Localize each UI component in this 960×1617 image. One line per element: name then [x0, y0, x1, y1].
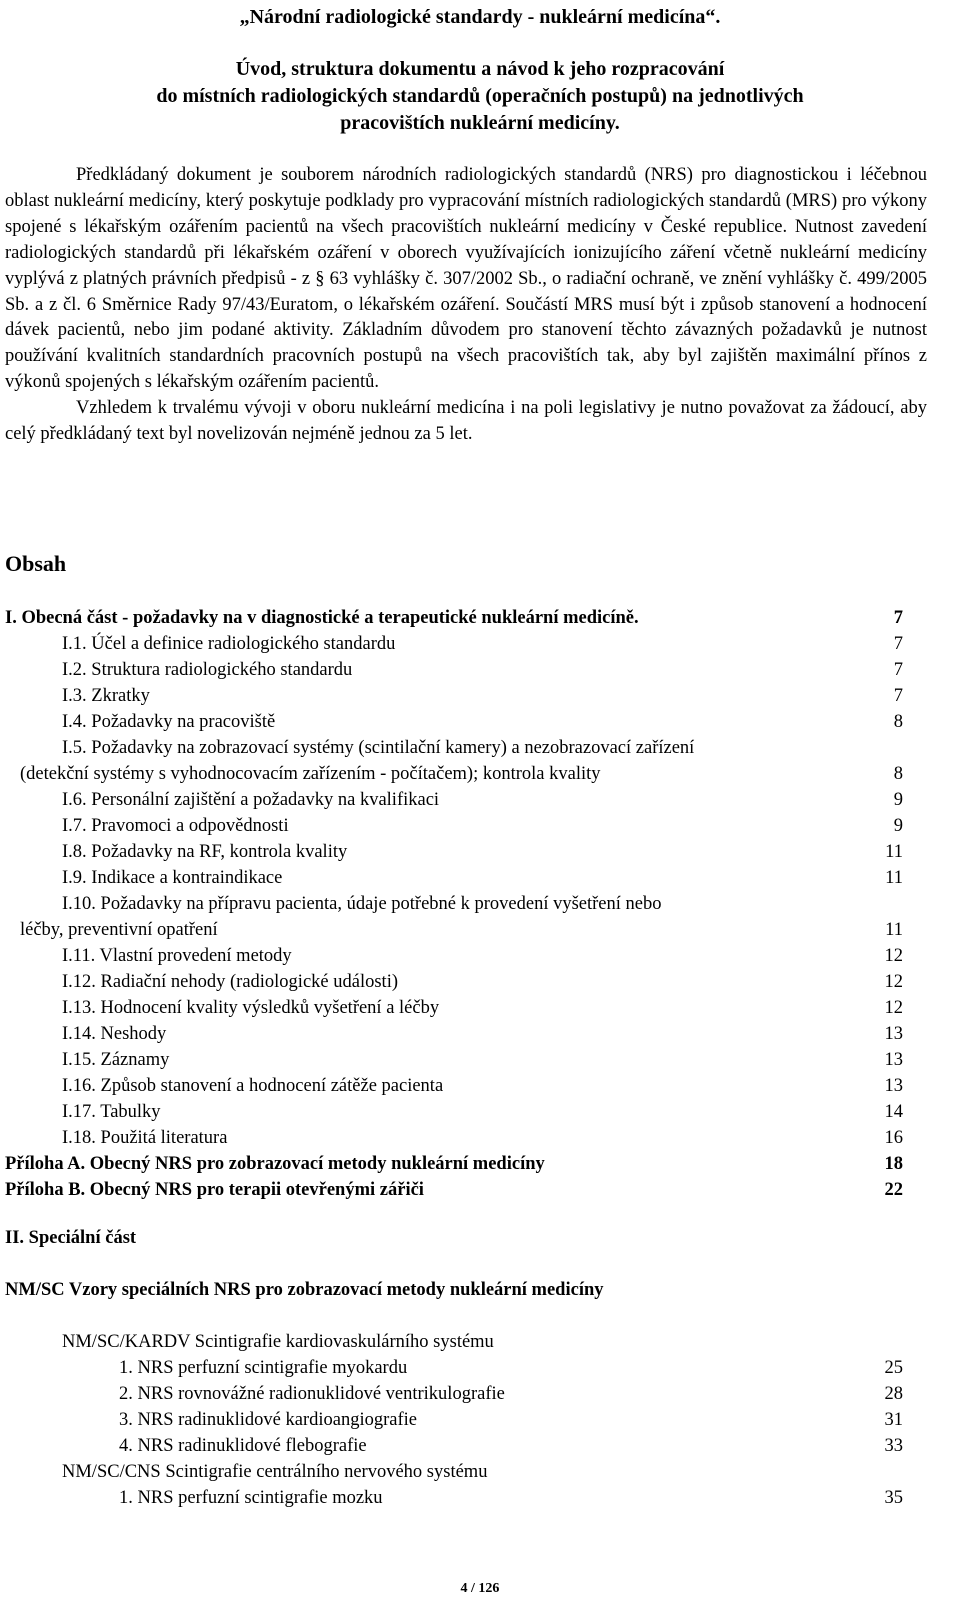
toc-entry-label: 3. NRS radinuklidové kardioangiografie: [119, 1410, 417, 1430]
toc-entry: [119, 1485, 905, 1511]
toc-entry-page: 13: [884, 1024, 903, 1044]
toc-entry-label: I.18. Použitá literatura: [62, 1128, 228, 1148]
toc-entry: [62, 787, 905, 813]
toc-entry: [62, 891, 905, 917]
toc-entry-page: 12: [884, 998, 903, 1018]
intro-paragraph: Předkládaný dokument je souborem národních radiologických standardů (NRS) pro diagnostickou i léčebnou oblast nukleární medicíny, který poskytuje podklady pro vypracování místních radiologických standardů (MRS) pro výkony spojené s lékařským ozářením pacientů na všech pracovištích nukleární medicíny v České republice. Nutnost zavedení radiologických standardů při lékařském ozáření v oborech využívajících ionizujícího záření včetně nukleární medicíny vyplývá z platných právních předpisů - z § 63 vyhlášky č. 307/2002 Sb., o radiační ochraně, ve znění vyhlášky č. 499/2005 Sb. a z čl. 6 Směrnice Rady 97/43/Euratom, o lékařském ozáření. Součástí MRS musí být i způsob stanovení a hodnocení dávek pacientů, nebo jim podané aktivity. Základním důvodem pro stanovení těchto závazných požadavků je nutnost používání kvalitních standardních pracovních postupů na všech pracovištích tak, aby byl zajištěn maximální přínos z výkonů spojených s lékařským ozářením pacientů.: [5, 165, 927, 393]
toc-entry-label: I.1. Účel a definice radiologického standardu: [62, 634, 396, 654]
toc-entry-label: léčby, preventivní opatření: [20, 920, 218, 940]
toc-entry: [62, 709, 905, 735]
toc-entry: [5, 1151, 905, 1177]
toc-entry-label: I.3. Zkratky: [62, 686, 150, 706]
toc-entry-label: I.4. Požadavky na pracoviště: [62, 712, 276, 732]
toc-entry: [62, 813, 905, 839]
toc-entry-page: 12: [884, 946, 903, 966]
toc-entry-label: Příloha A. Obecný NRS pro zobrazovací metody nukleární medicíny: [5, 1154, 545, 1174]
toc-entry-page: 8: [893, 712, 903, 732]
toc-entry: [119, 1433, 905, 1459]
toc-entry: [62, 657, 905, 683]
toc-entry: [119, 1407, 905, 1433]
toc-entry-page: 35: [884, 1488, 903, 1508]
toc-section-heading: [5, 1225, 905, 1251]
toc-entry: [62, 1047, 905, 1073]
toc-entry: [119, 1381, 905, 1407]
toc-entry-page: 13: [884, 1076, 903, 1096]
toc-entry-label: II. Speciální část: [5, 1228, 137, 1248]
toc-section-heading: [5, 1277, 905, 1303]
toc-entry-page: 9: [893, 790, 903, 810]
subtitle-line: pracovištích nukleární medicíny.: [340, 112, 620, 134]
toc-entry-label: I.17. Tabulky: [62, 1102, 161, 1122]
toc-entry-label: I.11. Vlastní provedení metody: [62, 946, 292, 966]
toc-entry-page: 11: [885, 920, 903, 940]
document-title: „Národní radiologické standardy - nukleární medicína“.: [239, 6, 721, 28]
toc-entry-page: 22: [884, 1180, 903, 1200]
toc-entry: [20, 761, 905, 787]
toc-entry-label: 2. NRS rovnovážné radionuklidové ventrikulografie: [119, 1384, 505, 1404]
toc-entry-label: I.2. Struktura radiologického standardu: [62, 660, 353, 680]
toc-entry: [62, 683, 905, 709]
toc-entry: [62, 631, 905, 657]
toc-entry-page: 7: [893, 686, 903, 706]
toc-entry: [62, 1021, 905, 1047]
toc-entry: [5, 1177, 905, 1203]
toc-entry-label: I.5. Požadavky na zobrazovací systémy (scintilační kamery) a nezobrazovací zařízení: [62, 738, 695, 758]
toc-entry-label: I.14. Neshody: [62, 1024, 167, 1044]
toc-entry: [62, 1099, 905, 1125]
toc-entry-label: 1. NRS perfuzní scintigrafie mozku: [119, 1488, 383, 1508]
toc-entry-label: I.15. Záznamy: [62, 1050, 170, 1070]
toc-entry: [62, 1073, 905, 1099]
toc-entry-page: 31: [884, 1410, 903, 1430]
toc-entry-label: I.9. Indikace a kontraindikace: [62, 868, 283, 888]
subtitle-line: do místních radiologických standardů (operačních postupů) na jednotlivých: [156, 85, 804, 107]
toc-entry: [62, 969, 905, 995]
toc-entry-label: Příloha B. Obecný NRS pro terapii otevřenými zářiči: [5, 1180, 424, 1200]
toc-entry-page: 11: [885, 868, 903, 888]
subtitle-line: Úvod, struktura dokumentu a návod k jeho rozpracování: [235, 58, 725, 80]
toc-entry-page: 7: [893, 634, 903, 654]
toc-entry: [119, 1355, 905, 1381]
toc-entry-label: (detekční systémy s vyhodnocovacím zařízením - počítačem); kontrola kvality: [20, 764, 601, 784]
toc-entry-label: I. Obecná část - požadavky na v diagnostické a terapeutické nukleární medicíně.: [5, 608, 639, 628]
toc-entry-page: 13: [884, 1050, 903, 1070]
toc-entry-page: 12: [884, 972, 903, 992]
toc-entry: [5, 605, 905, 631]
toc-entry-page: 7: [893, 660, 903, 680]
toc-entry: [62, 995, 905, 1021]
toc-entry: [62, 1125, 905, 1151]
toc-subsection-heading: [62, 1459, 905, 1485]
toc-entry-page: 16: [884, 1128, 903, 1148]
toc-entry-page: 7: [893, 608, 903, 628]
toc-entry-page: 33: [884, 1436, 903, 1456]
toc-entry-label: 4. NRS radinuklidové flebografie: [119, 1436, 367, 1456]
intro-paragraph: Vzhledem k trvalému vývoji v oboru nukleární medicína i na poli legislativy je nutno považovat za žádoucí, aby celý předkládaný text byl novelizován nejméně jednou za 5 let.: [5, 398, 927, 445]
toc-entry: [62, 943, 905, 969]
toc-entry-label: NM/SC/CNS Scintigrafie centrálního nervového systému: [62, 1462, 488, 1482]
toc-entry: [20, 917, 905, 943]
toc-entry-label: NM/SC/KARDV Scintigrafie kardiovaskulárního systému: [62, 1332, 494, 1352]
toc-entry-label: I.10. Požadavky na přípravu pacienta, údaje potřebné k provedení vyšetření nebo: [62, 894, 662, 914]
toc-entry-page: 8: [893, 764, 903, 784]
toc-entry: [62, 865, 905, 891]
toc-entry-label: NM/SC Vzory speciálních NRS pro zobrazovací metody nukleární medicíny: [5, 1280, 604, 1300]
toc-entry-page: 18: [884, 1154, 903, 1174]
toc-entry-page: 25: [884, 1358, 903, 1378]
toc-subsection-heading: [62, 1329, 905, 1355]
toc-entry-label: I.12. Radiační nehody (radiologické události): [62, 972, 398, 992]
intro-text: [5, 163, 927, 448]
toc-entry-label: I.6. Personální zajištění a požadavky na kvalifikaci: [62, 790, 440, 810]
toc-entry-page: 9: [893, 816, 903, 836]
toc-entry: [62, 839, 905, 865]
toc-entry-label: 1. NRS perfuzní scintigrafie myokardu: [119, 1358, 408, 1378]
toc-entry-label: I.13. Hodnocení kvality výsledků vyšetření a léčby: [62, 998, 440, 1018]
toc-entry-label: I.8. Požadavky na RF, kontrola kvality: [62, 842, 348, 862]
toc-entry-page: 14: [884, 1102, 903, 1122]
toc-heading: Obsah: [5, 551, 67, 576]
page-number: 4 / 126: [460, 1581, 500, 1596]
toc-entry: [62, 735, 905, 761]
document-subtitle: [40, 56, 920, 137]
toc-entry-page: 28: [884, 1384, 903, 1404]
toc-entry-page: 11: [885, 842, 903, 862]
toc-entry-label: I.7. Pravomoci a odpovědnosti: [62, 816, 289, 836]
toc-entry-label: I.16. Způsob stanovení a hodnocení zátěže pacienta: [62, 1076, 444, 1096]
